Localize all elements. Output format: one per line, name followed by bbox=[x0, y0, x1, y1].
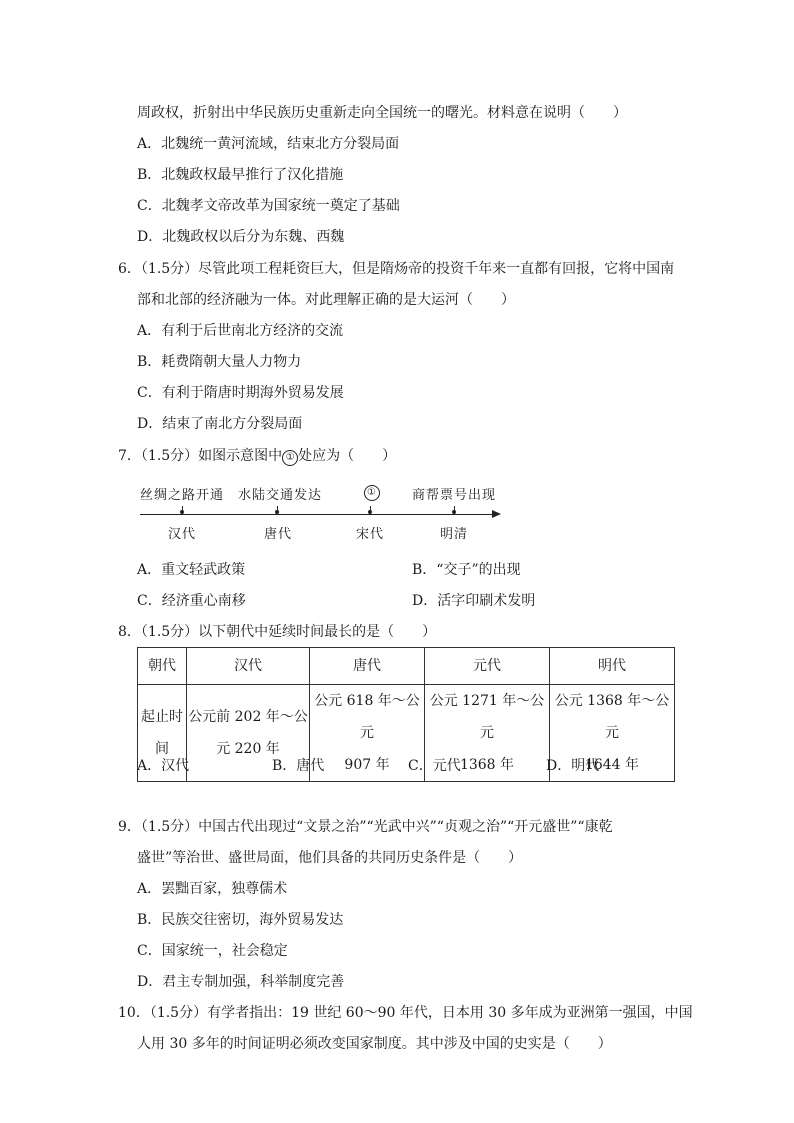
table-header-cell: 唐代 bbox=[310, 648, 425, 685]
q7-option-a: A．重文轻武政策 bbox=[137, 562, 246, 578]
cell-line: 公元前 202 年～公 bbox=[188, 709, 308, 725]
q6-option-c: C．有利于隋唐时期海外贸易发展 bbox=[137, 385, 344, 401]
q10-stem-line2: 人用 30 多年的时间证明必须改变国家制度。其中涉及中国的史实是（ ） bbox=[137, 1036, 612, 1052]
q7-option-d: D．活字印刷术发明 bbox=[412, 593, 536, 609]
timeline-event-blank-marker: ① bbox=[364, 485, 380, 501]
cell-line: 元 220 年 bbox=[216, 741, 280, 757]
q5-option-c: C．北魏孝文帝改革为国家统一奠定了基础 bbox=[137, 198, 400, 214]
q9-option-b: B．民族交往密切，海外贸易发达 bbox=[137, 912, 344, 928]
cell-line: 907 年 bbox=[344, 757, 390, 773]
q8-option-c: C．元代 bbox=[408, 758, 461, 774]
timeline-diagram bbox=[140, 483, 510, 543]
q6-option-d: D．结束了南北方分裂局面 bbox=[137, 416, 303, 432]
table-header-cell: 朝代 bbox=[138, 648, 187, 685]
timeline-label-mingqing: 明清 bbox=[440, 527, 469, 542]
q9-option-c: C．国家统一，社会稳定 bbox=[137, 943, 288, 959]
timeline-dot-tang bbox=[275, 510, 279, 514]
q5-option-a: A．北魏统一黄河流域，结束北方分裂局面 bbox=[137, 136, 400, 152]
q9-stem-line2: 盛世”等治世、盛世局面，他们具备的共同历史条件是（ ） bbox=[137, 850, 523, 866]
q6-stem-line2: 部和北部的经济融为一体。对此理解正确的是大运河（ ） bbox=[137, 292, 515, 308]
q9-option-a: A．罢黜百家，独尊儒术 bbox=[137, 881, 288, 897]
q5-stem-continuation: 周政权，折射出中华民族历史重新走向全国统一的曙光。材料意在说明（ ） bbox=[137, 105, 627, 121]
timeline-dot-song bbox=[368, 510, 372, 514]
q8-option-d: D．明代 bbox=[546, 758, 600, 774]
timeline-event-transport: 水陆交通发达 bbox=[238, 488, 323, 503]
table-header-cell: 元代 bbox=[425, 648, 550, 685]
q10-stem-line1: 10．（1.5分）有学者指出：19 世纪 60～90 年代，日本用 30 多年成为亚洲第一强国，中国 bbox=[118, 1005, 693, 1021]
timeline-event-silk-road: 丝绸之路开通 bbox=[140, 488, 225, 503]
cell-line: 公元 1271 年～公元 bbox=[429, 693, 545, 741]
q6-stem-line1: 6．（1.5分）尽管此项工程耗资巨大，但是隋炀帝的投资千年来一直都有回报，它将中国南 bbox=[118, 261, 675, 277]
timeline-label-han: 汉代 bbox=[168, 527, 197, 542]
timeline-axis bbox=[140, 514, 498, 515]
table-header-row bbox=[138, 648, 675, 685]
q7-option-c: C．经济重心南移 bbox=[137, 593, 246, 609]
q7-option-b: B．“交子”的出现 bbox=[412, 562, 521, 578]
cell-line: 1644 年 bbox=[584, 757, 640, 773]
q9-option-d: D．君主专制加强，科举制度完善 bbox=[137, 974, 345, 990]
row-label-line: 起止时 bbox=[141, 709, 183, 725]
q7-stem-circled-one: ① bbox=[282, 450, 298, 466]
q5-option-b: B．北魏政权最早推行了汉化措施 bbox=[137, 167, 344, 183]
timeline-dot-mingqing bbox=[452, 510, 456, 514]
q7-stem-post: 处应为（ ） bbox=[298, 448, 397, 464]
q7-stem bbox=[118, 446, 396, 466]
q5-option-d: D．北魏政权以后分为东魏、西魏 bbox=[137, 229, 345, 245]
q8-stem: 8．（1.5分）以下朝代中延续时间最长的是（ ） bbox=[118, 624, 437, 640]
q8-option-b: B．唐代 bbox=[272, 758, 325, 774]
timeline-label-song: 宋代 bbox=[356, 527, 385, 542]
cell-line: 公元 1368 年～公元 bbox=[554, 693, 670, 741]
timeline-event-merchant-groups: 商帮票号出现 bbox=[412, 488, 497, 503]
timeline-label-tang: 唐代 bbox=[264, 527, 293, 542]
table-header-cell: 汉代 bbox=[187, 648, 310, 685]
q7-stem-pre: 7．（1.5分）如图示意图中 bbox=[118, 448, 283, 464]
timeline-arrow bbox=[492, 510, 501, 518]
timeline-dot-han bbox=[180, 510, 184, 514]
table-header-cell: 明代 bbox=[550, 648, 675, 685]
cell-line: 1368 年 bbox=[459, 757, 515, 773]
q6-option-a: A．有利于后世南北方经济的交流 bbox=[137, 323, 344, 339]
row-label-line: 间 bbox=[155, 741, 169, 757]
cell-line: 公元 618 年～公元 bbox=[314, 693, 420, 741]
q8-option-a: A．汉代 bbox=[137, 758, 190, 774]
q9-stem-line1: 9．（1.5分）中国古代出现过“文景之治”“光武中兴”“贞观之治”“开元盛世”“康乾 bbox=[118, 819, 613, 835]
q6-option-b: B．耗费隋朝大量人力物力 bbox=[137, 354, 302, 370]
